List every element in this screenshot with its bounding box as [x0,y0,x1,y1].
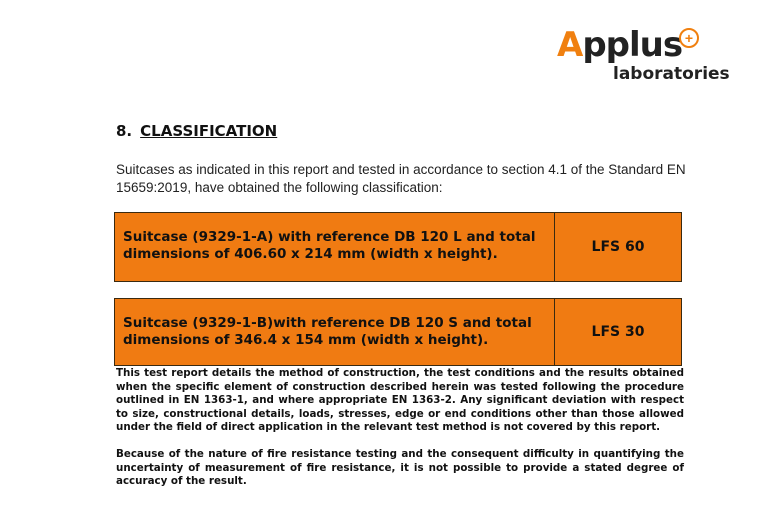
applus-logo [557,25,730,86]
classification-row [114,212,682,282]
classification-row [114,298,682,366]
classification-description: Suitcase (9329-1-B)with reference DB 120 S and total dimensions of 346.4 x 154 mm (width x height). [115,299,555,365]
section-number: 8. [116,122,133,140]
logo-brand-initial: A [557,25,583,65]
plus-icon: + [679,28,699,48]
classification-description: Suitcase (9329-1-A) with reference DB 120 L and total dimensions of 406.60 x 214 mm (width x height). [115,213,555,281]
logo-subtitle: laboratories [613,64,730,84]
disclaimer-uncertainty: Because of the nature of fire resistance testing and the consequent difficulty in quantifying the uncertainty of measurement of fire resistance, it is not possible to provide a stated degree of accuracy of the result. [116,448,684,487]
classification-value: LFS 60 [591,239,645,255]
section-title: CLASSIFICATION [140,122,278,140]
section-heading [116,122,277,140]
disclaimer-scope: This test report details the method of construction, the test conditions and the results obtained when the specific element of construction described herein was tested following the procedure outlined in EN 1363-1, and where appropriate EN 1363-2. Any significant deviation with respect to size, constructional details, loads, stresses, edge or end conditions other than those allowed under the field of direct application in the relevant test method is not covered by this report. [116,367,684,433]
classification-value: LFS 30 [591,324,645,340]
logo-brand-rest: pplus [582,25,683,65]
intro-paragraph: Suitcases as indicated in this report and tested in accordance to section 4.1 of the Standard EN 15659:2019, have obtained the following classification: [116,162,686,195]
